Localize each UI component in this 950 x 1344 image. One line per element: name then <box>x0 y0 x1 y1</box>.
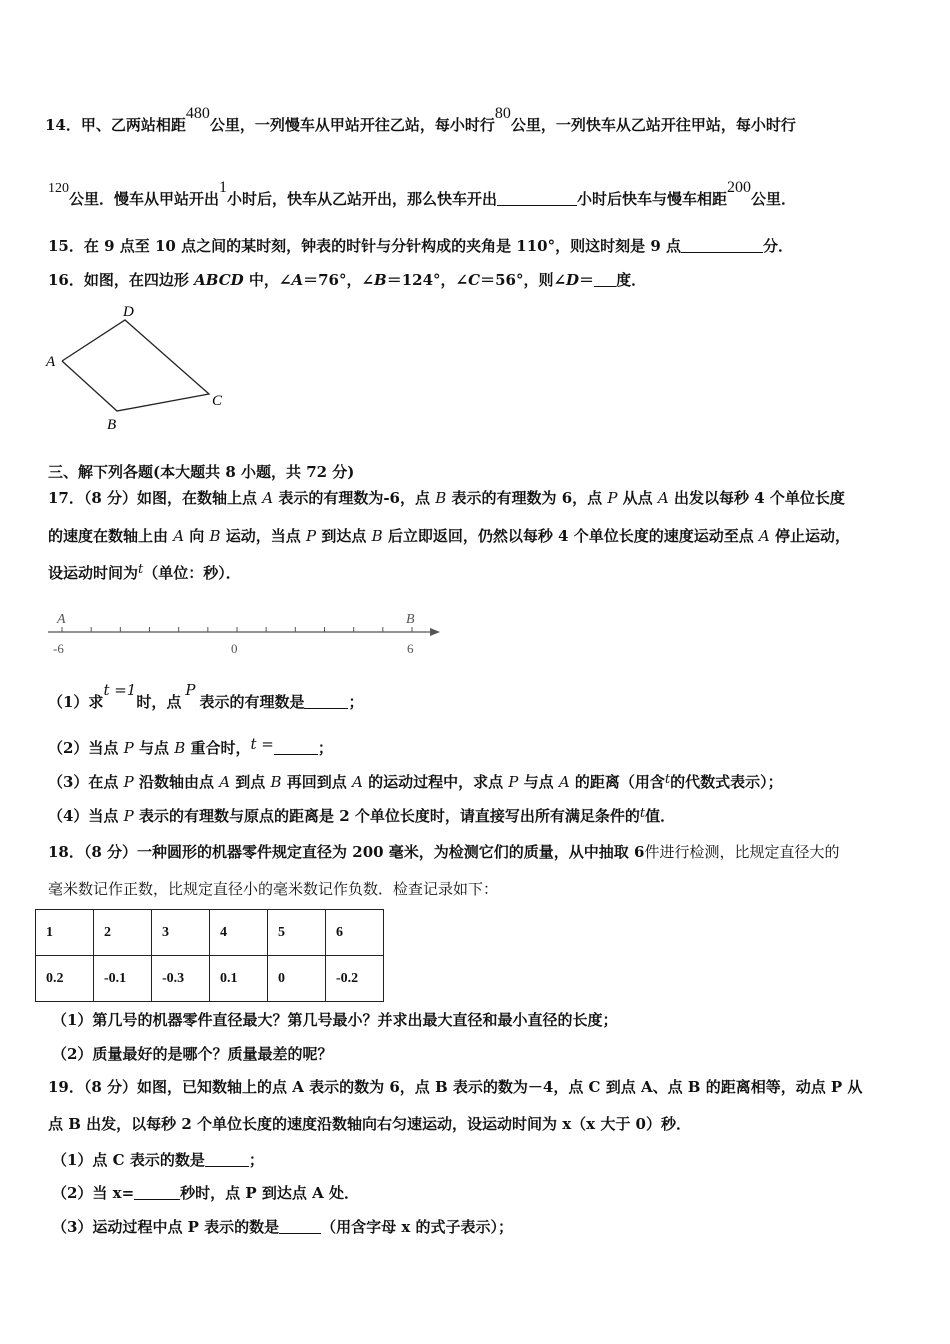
q17-part-2 <box>48 735 333 758</box>
q19-part-2-blank[interactable] <box>134 1185 180 1200</box>
number-line-arrow <box>430 628 440 636</box>
section-heading: 三、解下列各题(本大题共 8 小题，共 72 分) <box>48 463 355 481</box>
table-value-cell: 0.1 <box>210 956 268 1002</box>
quadrilateral-outline <box>62 320 209 411</box>
tick-label-right: 6 <box>407 641 414 656</box>
inspection-table <box>35 909 384 1002</box>
q19-line-2: 点 B 出发，以每秒 2 个单位长度的速度沿数轴向右匀速运动，设运动时间为 x（x 大于 0）秒． <box>48 1115 691 1133</box>
var-t-equals: t = <box>250 735 274 753</box>
q14-answer-blank[interactable] <box>497 191 577 206</box>
q14-line-1 <box>45 105 796 136</box>
vertex-c-label: C <box>212 393 223 409</box>
q16-quad-name: ABCD <box>194 271 244 289</box>
q14-distance-480: 480 <box>185 105 210 122</box>
table-header-cell: 6 <box>326 910 384 956</box>
q14-text: 14．甲、乙两站相距 <box>45 116 186 134</box>
q14-hours-1: 1 <box>219 179 228 196</box>
q17-text: 重合时， <box>185 739 251 757</box>
q19-text: ； <box>248 1151 264 1169</box>
var-p: P <box>306 527 317 545</box>
q17-text: 与点 <box>518 773 559 791</box>
q16-angle-d: D <box>566 271 580 289</box>
q17-text: 沿数轴由点 <box>133 773 220 791</box>
var-a: A <box>558 773 570 791</box>
q17-text: 出发以每秒 4 个单位长度 <box>668 489 845 507</box>
q17-text: 表示的有理数为 6，点 <box>446 489 608 507</box>
table-header-cell: 3 <box>152 910 210 956</box>
q17-text: 停止运动， <box>769 527 850 545</box>
q17-text: 的运动过程中，求点 <box>362 773 509 791</box>
table-header-cell: 2 <box>94 910 152 956</box>
q18-line-2: 毫米数记作正数，比规定直径小的毫米数记作负数．检查记录如下： <box>48 880 499 898</box>
q17-text: 后立即返回，仍然以每秒 4 个单位长度的速度运动至点 <box>382 527 759 545</box>
q17-text: （4）当点 <box>48 807 124 825</box>
q14-speed-80: 80 <box>494 105 511 122</box>
q19-line-1: 19．（8 分）如图，已知数轴上的点 A 表示的数为 6，点 B 表示的数为－4，点 C 到点 A、点 B 的距离相等，动点 P 从 <box>48 1078 863 1096</box>
q17-part-2-blank[interactable] <box>274 740 318 755</box>
var-p: P <box>607 489 618 507</box>
q17-text: ； <box>317 739 333 757</box>
q16-angle-b: B <box>374 271 387 289</box>
var-a: A <box>657 489 669 507</box>
q15-answer-blank[interactable] <box>681 238 763 253</box>
q19-part-2 <box>52 1183 359 1203</box>
q14-text: 小时后快车与慢车相距 <box>577 190 728 208</box>
q17-text: 表示的有理数为-6，点 <box>273 489 436 507</box>
q19-text: （3）运动过程中点 P 表示的数是 <box>52 1218 280 1236</box>
table-value-cell: 0.2 <box>36 956 94 1002</box>
q15-text: 15．在 9 点至 10 点之间的某时刻，钟表的时针与分针构成的夹角是 110°，则这时刻是 9 点 <box>48 237 681 255</box>
table-header-cell: 4 <box>210 910 268 956</box>
var-t: t <box>138 562 144 577</box>
var-t-equals-1: t =1 <box>103 681 137 699</box>
q14-speed-120: 120 <box>48 181 69 196</box>
var-b: B <box>435 489 447 507</box>
q14-text: 公里．慢车从甲站开出 <box>69 190 220 208</box>
var-b: B <box>371 527 383 545</box>
q19-part-1 <box>52 1150 264 1170</box>
q16 <box>48 270 646 290</box>
q17-text: 值． <box>645 807 676 825</box>
q17-text: （2）当点 <box>48 739 124 757</box>
table-header-cell: 1 <box>36 910 94 956</box>
axis-label-b: B <box>406 612 415 627</box>
q17-text: （单位：秒）． <box>143 564 241 582</box>
var-b: B <box>174 739 186 757</box>
var-a: A <box>219 773 231 791</box>
var-p: P <box>123 807 134 825</box>
var-a: A <box>173 527 185 545</box>
q17-part-4 <box>48 806 675 828</box>
table-header-cell: 5 <box>268 910 326 956</box>
number-line-ticks <box>62 627 412 632</box>
q16-text: ＝ <box>579 271 595 289</box>
var-b: B <box>209 527 221 545</box>
q14-distance-200: 200 <box>727 179 752 196</box>
q16-angle-c: C <box>468 271 481 289</box>
q15-text: 分． <box>763 237 794 255</box>
q19-part-3-blank[interactable] <box>279 1219 321 1234</box>
var-p: P <box>123 773 134 791</box>
q17-text: 向 <box>184 527 210 545</box>
var-t: t <box>664 772 671 787</box>
table-value-cell: -0.2 <box>326 956 384 1002</box>
var-b: B <box>270 773 282 791</box>
q17-part-1 <box>48 681 364 712</box>
q17-text: （1）求 <box>48 693 104 711</box>
var-a: A <box>262 489 274 507</box>
q14-text: 公里． <box>751 190 797 208</box>
q17-line-3 <box>48 563 241 585</box>
q17-part-1-blank[interactable] <box>304 694 348 709</box>
q15 <box>48 236 793 256</box>
q16-answer-blank[interactable] <box>594 272 616 287</box>
q17-text: 设运动时间为 <box>48 564 139 582</box>
q17-text: 表示的有理数与原点的距离是 2 个单位长度时，请直接写出所有满足条件的 <box>133 807 640 825</box>
q17-text: （3）在点 <box>48 773 124 791</box>
axis-label-a: A <box>57 612 66 627</box>
q17-text: 运动，当点 <box>220 527 307 545</box>
q17-text: 到点 <box>230 773 271 791</box>
q16-text: 16．如图，在四边形 <box>48 271 195 289</box>
q16-text: 中，∠ <box>243 271 292 289</box>
q16-text: 度． <box>616 271 647 289</box>
vertex-a-label: A <box>46 354 56 370</box>
table-value-row <box>36 956 384 1002</box>
q17-text: 从点 <box>617 489 658 507</box>
var-t: t <box>639 806 646 821</box>
vertex-d-label: D <box>123 304 134 320</box>
q16-angle-a: A <box>291 271 304 289</box>
var-a: A <box>352 773 363 791</box>
q19-part-3 <box>52 1217 513 1237</box>
table-value-cell: -0.1 <box>94 956 152 1002</box>
q17-text: 再回到点 <box>281 773 352 791</box>
q17-text: 到达点 <box>316 527 372 545</box>
q18-line-1 <box>48 842 839 862</box>
table-value-cell: 0 <box>268 956 326 1002</box>
number-line <box>40 605 460 660</box>
q16-text: ＝124°，∠ <box>386 271 469 289</box>
var-p: P <box>508 773 519 791</box>
q14-text: 公里，一列快车从乙站开往甲站，每小时行 <box>510 116 796 134</box>
q17-line-2 <box>48 526 850 546</box>
q17-text: 与点 <box>133 739 175 757</box>
q17-text: 表示的有理数是 <box>199 693 305 711</box>
q16-text: ＝56°，则∠ <box>480 271 567 289</box>
var-p: P <box>185 681 196 699</box>
tick-label-left: -6 <box>53 641 64 656</box>
q19-text: 秒时，点 P 到达点 A 处． <box>180 1184 359 1202</box>
q16-text: ＝76°，∠ <box>303 271 375 289</box>
q18-text: 件进行检测，比规定直径大的 <box>644 843 840 861</box>
q14-text: 小时后，快车从乙站开出，那么快车开出 <box>227 190 498 208</box>
q17-text: ； <box>348 693 364 711</box>
q18-text: 18．（8 分）一种圆形的机器零件规定直径为 200 毫米，为检测它们的质量，从中抽取 6 <box>48 843 645 861</box>
q19-text: （1）点 C 表示的数是 <box>52 1151 205 1169</box>
q17-text: 的距离（用含 <box>569 773 665 791</box>
q19-part-1-blank[interactable] <box>205 1152 249 1167</box>
q17-text: 的代数式表示）； <box>670 773 783 791</box>
q17-text: 时，点 <box>136 693 182 711</box>
q17-line-1 <box>48 488 845 508</box>
q19-text: （2）当 x= <box>52 1184 135 1202</box>
var-p: P <box>123 739 134 757</box>
table-header-row <box>36 910 384 956</box>
var-a: A <box>758 527 770 545</box>
q19-text: （用含字母 x 的式子表示）； <box>321 1218 514 1236</box>
q14-text: 公里，一列慢车从甲站开往乙站，每小时行 <box>209 116 495 134</box>
quadrilateral-figure <box>40 300 240 440</box>
q18-part-2: （2）质量最好的是哪个？质量最差的呢？ <box>52 1045 333 1063</box>
q14-line-2 <box>48 179 797 211</box>
q17-text: 的速度在数轴上由 <box>48 527 174 545</box>
q17-part-3 <box>48 772 783 794</box>
vertex-b-label: B <box>107 417 117 433</box>
q18-part-1: （1）第几号的机器零件直径最大？第几号最小？并求出最大直径和最小直径的长度； <box>52 1011 618 1029</box>
table-value-cell: -0.3 <box>152 956 210 1002</box>
q17-text: 17．（8 分）如图，在数轴上点 <box>48 489 263 507</box>
tick-label-mid: 0 <box>231 641 238 656</box>
